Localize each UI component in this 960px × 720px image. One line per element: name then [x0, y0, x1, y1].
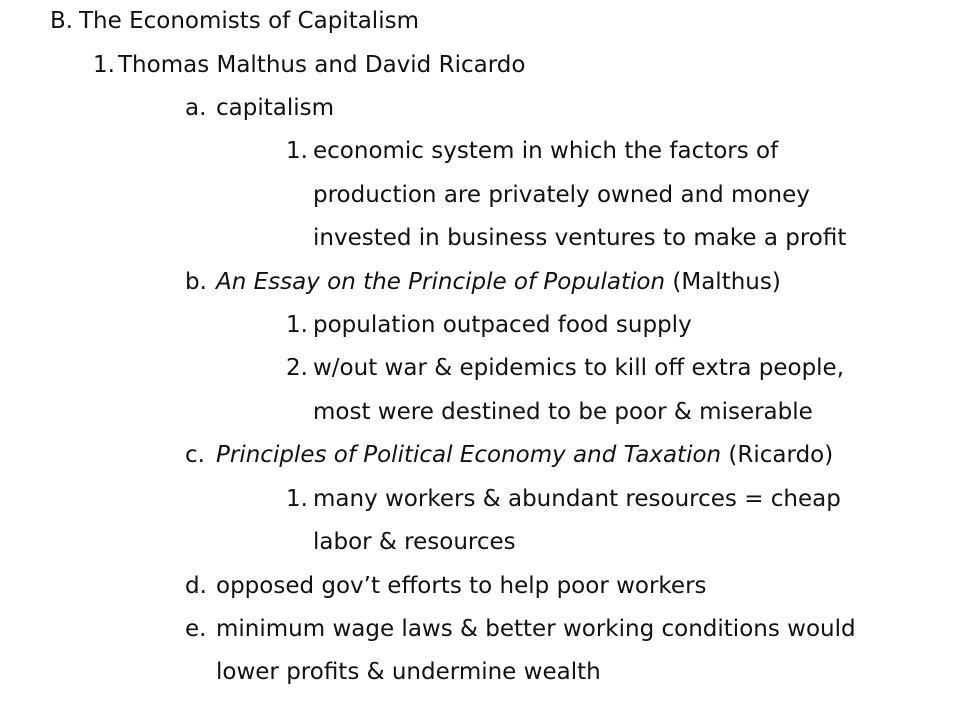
item-b-point-2-line-1: w/out war & epidemics to kill off extra people,	[313, 355, 845, 381]
item-e-marker: e.	[185, 616, 207, 642]
item-b-title: An Essay on the Principle of Population	[216, 269, 666, 295]
subsection-marker: 1.	[93, 52, 115, 78]
item-b-point-2-line-2: most were destined to be poor & miserable	[313, 399, 813, 425]
section-marker: B.	[50, 8, 74, 34]
item-c-point-1-line-2: labor & resources	[313, 529, 516, 555]
item-c-point-1-line-1: many workers & abundant resources = cheap	[313, 486, 841, 512]
item-b-point-2-marker: 2.	[286, 355, 308, 381]
item-d-marker: d.	[185, 573, 207, 599]
item-b-suffix: (Malthus)	[665, 269, 781, 295]
item-e-line-2: lower profits & undermine wealth	[216, 659, 601, 685]
item-b-text	[216, 267, 781, 297]
subsection-heading: Thomas Malthus and David Ricardo	[118, 52, 526, 78]
item-b-point-1-text: population outpaced food supply	[313, 312, 692, 338]
item-c-suffix: (Ricardo)	[721, 442, 834, 468]
item-d-text: opposed gov’t efforts to help poor workers	[216, 573, 707, 599]
item-c-text	[216, 440, 833, 470]
item-b-point-1-marker: 1.	[286, 312, 308, 338]
section-heading: The Economists of Capitalism	[79, 8, 419, 34]
item-a-point-1-marker: 1.	[286, 138, 308, 164]
item-b-marker: b.	[185, 269, 207, 295]
item-e-line-1: minimum wage laws & better working conditions would	[216, 616, 856, 642]
item-c-marker: c.	[185, 442, 205, 468]
item-a-point-1-line-2: production are privately owned and money	[313, 182, 810, 208]
item-a-point-1-line-1: economic system in which the factors of	[313, 138, 779, 164]
item-c-point-1-marker: 1.	[286, 486, 308, 512]
item-a-marker: a.	[185, 95, 207, 121]
item-c-title: Principles of Political Economy and Taxation	[216, 442, 722, 468]
item-a-text: capitalism	[216, 95, 335, 121]
item-a-point-1-line-3: invested in business ventures to make a profit	[313, 225, 847, 251]
